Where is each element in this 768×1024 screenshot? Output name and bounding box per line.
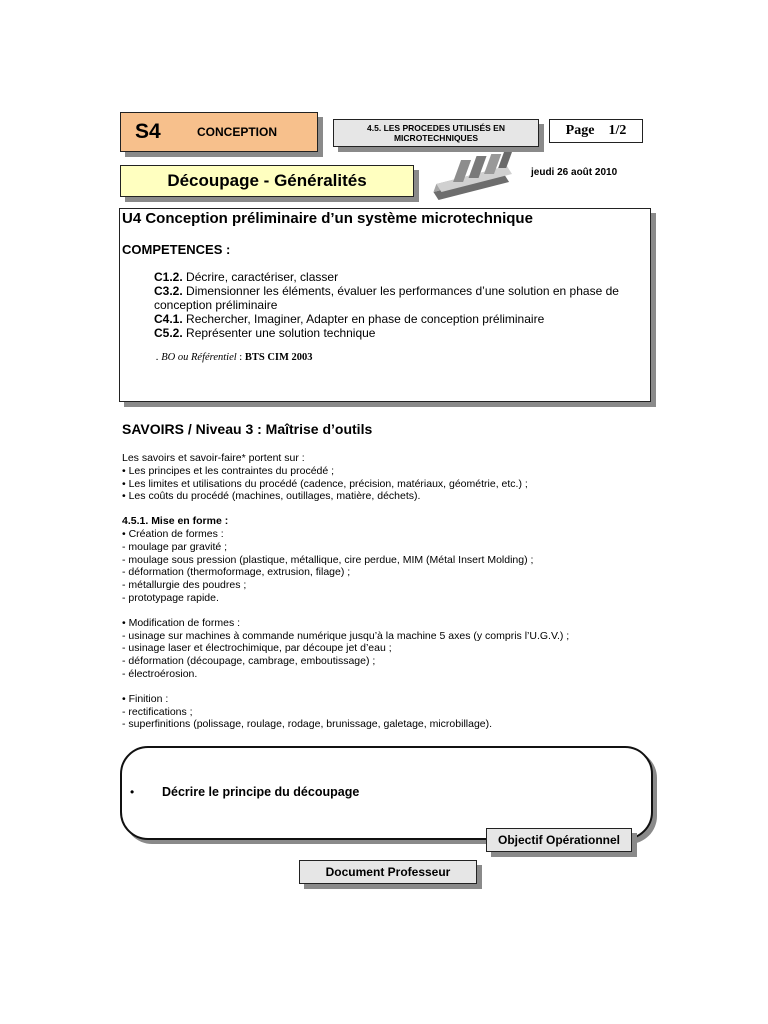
reference-line-1: 4.5. LES PROCEDES UTILISÉS EN <box>367 123 505 133</box>
savoirs-line: Les savoirs et savoir-faire* portent sur : <box>122 452 305 464</box>
reference-separator: : <box>236 352 245 363</box>
competence-item <box>154 326 640 340</box>
savoirs-line: - rectifications ; <box>122 705 193 718</box>
competence-text: Décrire, caractériser, classer <box>182 270 339 284</box>
document-title-box <box>120 165 414 197</box>
savoirs-line: - moulage sous pression (plastique, métallique, cire perdue, MIM (Métal Insert Molding) ; <box>122 553 534 566</box>
document-type-label: Document Professeur <box>299 860 477 884</box>
objective-bullet: • <box>130 785 135 799</box>
page-number: 1/2 <box>608 123 627 138</box>
paragraph-gap <box>122 681 642 693</box>
competence-text: Dimensionner les éléments, évaluer les performances d’une solution en phase de conception préliminaire <box>154 284 619 312</box>
savoirs-line: - déformation (découpage, cambrage, emboutissage) ; <box>122 655 376 668</box>
document-title: Découpage - Généralités <box>167 171 367 190</box>
reference-line-2: MICROTECHNIQUES <box>393 133 479 143</box>
competence-item <box>154 312 640 326</box>
logo-graphic <box>424 152 528 204</box>
competence-code: C5.2. <box>154 326 183 340</box>
competences-heading: COMPETENCES : <box>122 242 231 257</box>
competence-code: C4.1. <box>154 312 183 326</box>
competences-list <box>154 270 640 340</box>
savoirs-line: - usinage laser et électrochimique, par découpe jet d’eau ; <box>122 642 392 655</box>
savoirs-line: - moulage par gravité ; <box>122 540 228 553</box>
savoirs-line: • Les limites et utilisations du procédé (cadence, précision, matériaux, géométrie, etc.) ; <box>122 477 528 490</box>
reference-label: . BO ou Référentiel <box>156 352 237 363</box>
page-indicator <box>549 119 643 143</box>
savoirs-line: • Modification de formes : <box>122 616 241 629</box>
savoirs-line: - usinage sur machines à commande numérique jusqu’à la machine 5 axes (y compris l’U.G.V.) ; <box>122 629 570 642</box>
savoirs-body <box>122 452 642 731</box>
savoirs-line: • Création de formes : <box>122 527 224 540</box>
reference-value: BTS CIM 2003 <box>244 352 313 363</box>
competence-item <box>154 270 640 284</box>
section-code: S4 <box>135 120 161 143</box>
reference-box <box>333 119 539 147</box>
objective-box <box>120 746 653 840</box>
competence-text: Représenter une solution technique <box>182 326 376 340</box>
savoirs-line: - déformation (thermoformage, extrusion, filage) ; <box>122 566 351 579</box>
objective-label: Objectif Opérationnel <box>486 828 632 852</box>
document-date: jeudi 26 août 2010 <box>531 167 618 178</box>
page-label: Page <box>565 123 595 138</box>
savoirs-line: • Les coûts du procédé (machines, outillages, matière, déchets). <box>122 490 421 503</box>
savoirs-heading: SAVOIRS / Niveau 3 : Maîtrise d’outils <box>122 421 373 437</box>
competence-code: C1.2. <box>154 270 183 284</box>
competence-code: C3.2. <box>154 284 183 298</box>
unit-heading: U4 Conception préliminaire d’un système microtechnique <box>122 210 533 227</box>
savoirs-line: - métallurgie des poudres ; <box>122 579 247 592</box>
savoirs-line: 4.5.1. Mise en forme : <box>122 515 229 528</box>
paragraph-gap <box>122 605 642 617</box>
paragraph-gap <box>122 503 642 515</box>
competence-item <box>154 284 640 312</box>
section-title: CONCEPTION <box>197 125 278 139</box>
savoirs-line: - électroérosion. <box>122 667 198 680</box>
savoirs-line: • Finition : <box>122 692 169 705</box>
savoirs-line: - superfinitions (polissage, roulage, rodage, brunissage, galetage, microbillage). <box>122 718 493 731</box>
competence-text: Rechercher, Imaginer, Adapter en phase de conception préliminaire <box>182 312 545 326</box>
section-box <box>120 112 318 152</box>
objective-text: Décrire le principe du découpage <box>162 785 360 799</box>
competences-box <box>119 208 651 402</box>
reference-line <box>156 352 313 363</box>
savoirs-line: • Les principes et les contraintes du procédé ; <box>122 464 335 477</box>
savoirs-line: - prototypage rapide. <box>122 591 219 604</box>
